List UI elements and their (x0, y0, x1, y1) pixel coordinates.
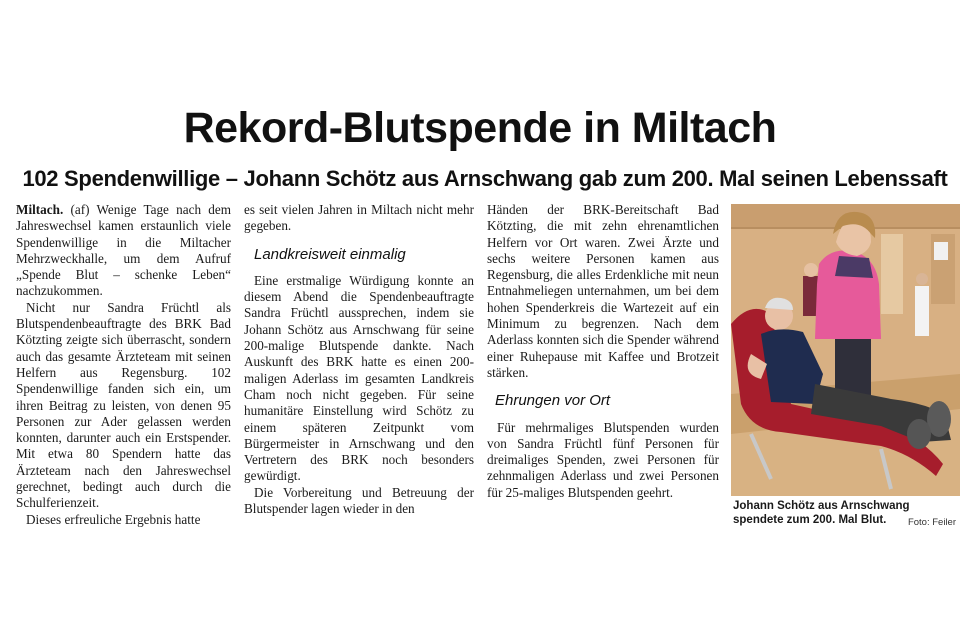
paragraph: Dieses erfreuliche Ergebnis hatte (26, 511, 201, 527)
article-column-3 (487, 202, 719, 501)
article-column-1 (16, 202, 231, 528)
paragraph: Eine erstmalige Würdigung konnte an diesem Abend die Spendenbeauftragte Sandra Früchtl aussprechen, indem sie Johann Schötz aus Arnschwang für seine 200-malige Blutspende dankte. Nach Auskunft des BRK hatte es einen 200-maligen Aderlass im gesamten Landkreis Cham noch nicht gegeben. Für seine humanitäre Einstellung wird Schötz zu einem späteren Zeitpunkt vom Bürgermeister in Arnschwang und den Vertretern des BRK noch besonders gewürdigt. (244, 272, 474, 484)
headline: Rekord-Blutspende in Miltach (183, 104, 777, 152)
photo-caption: Johann Schötz aus Arnschwang spendete zum 200. Mal Blut. (733, 500, 910, 526)
paragraph (16, 202, 231, 300)
article-column-2 (244, 202, 474, 517)
paragraph: Für mehrmaliges Blutspenden wurden von Sandra Früchtl fünf Personen für dreimaliges Spenden, zwei Personen für zehnmaligen Aderlass und zwei Personen für 25-maliges Blutspenden geehrt. (487, 419, 719, 500)
photo-credit: Foto: Feiler (907, 517, 956, 528)
paragraph: Nicht nur Sandra Früchtl als Blutspendenbeauftragte des BRK Bad Kötzting zeigte sich überrascht, sondern auch das gesamte Ärzteteam mit seinen Helfern aus Regensburg. 102 Spendenwillige fanden sich ein, um ihren Beitrag zu leisten, von denen 95 Personen zur Ader gelassen werden konnten, darunter auch ein Erstspender. Mit etwa 80 Spendern hatte das Ärzteteam nach den Jahreswechsel gerechnet, bedingt auch durch die Schulferienzeit. (16, 299, 231, 511)
paragraph: Die Vorbereitung und Betreuung der Blutspender lagen wieder in den (244, 484, 474, 517)
paragraph: es seit vielen Jahren in Miltach nicht mehr gegeben. (244, 202, 474, 234)
section-subheading: Ehrungen vor Ort (495, 392, 611, 410)
paragraph: Händen der BRK-Bereitschaft Bad Kötzting, die mit zehn ehrenamtlichen Helfern vor Ort waren. Zwei Ärzte und sechs weitere Personen kamen aus Regensburg, die alles Erdenkliche mit neun Entnahmeliegen unternahmen, um bei dem hohen Spenderkreis die Wartezeit auf ein Minimum zu begrenzen. Nach dem Aderlass konnten sich die Spender während einer Ruhepause mit Kaffee und Brotzeit stärken. (487, 202, 719, 380)
article-photo (731, 204, 960, 496)
paragraph-text: (af) Wenige Tage nach dem Jahreswechsel kamen erstaunlich viele Spendenwillige in die Miltacher Mehrzweckhalle, um dem Aufruf „Spende Blut – schenke Leben“ nachzukommen. (16, 202, 231, 299)
subheadline: 102 Spendenwillige – Johann Schötz aus Arnschwang gab zum 200. Mal seinen Lebenssaft (22, 166, 948, 191)
section-subheading: Landkreisweit einmalig (254, 245, 406, 263)
dateline: Miltach. (16, 202, 64, 217)
